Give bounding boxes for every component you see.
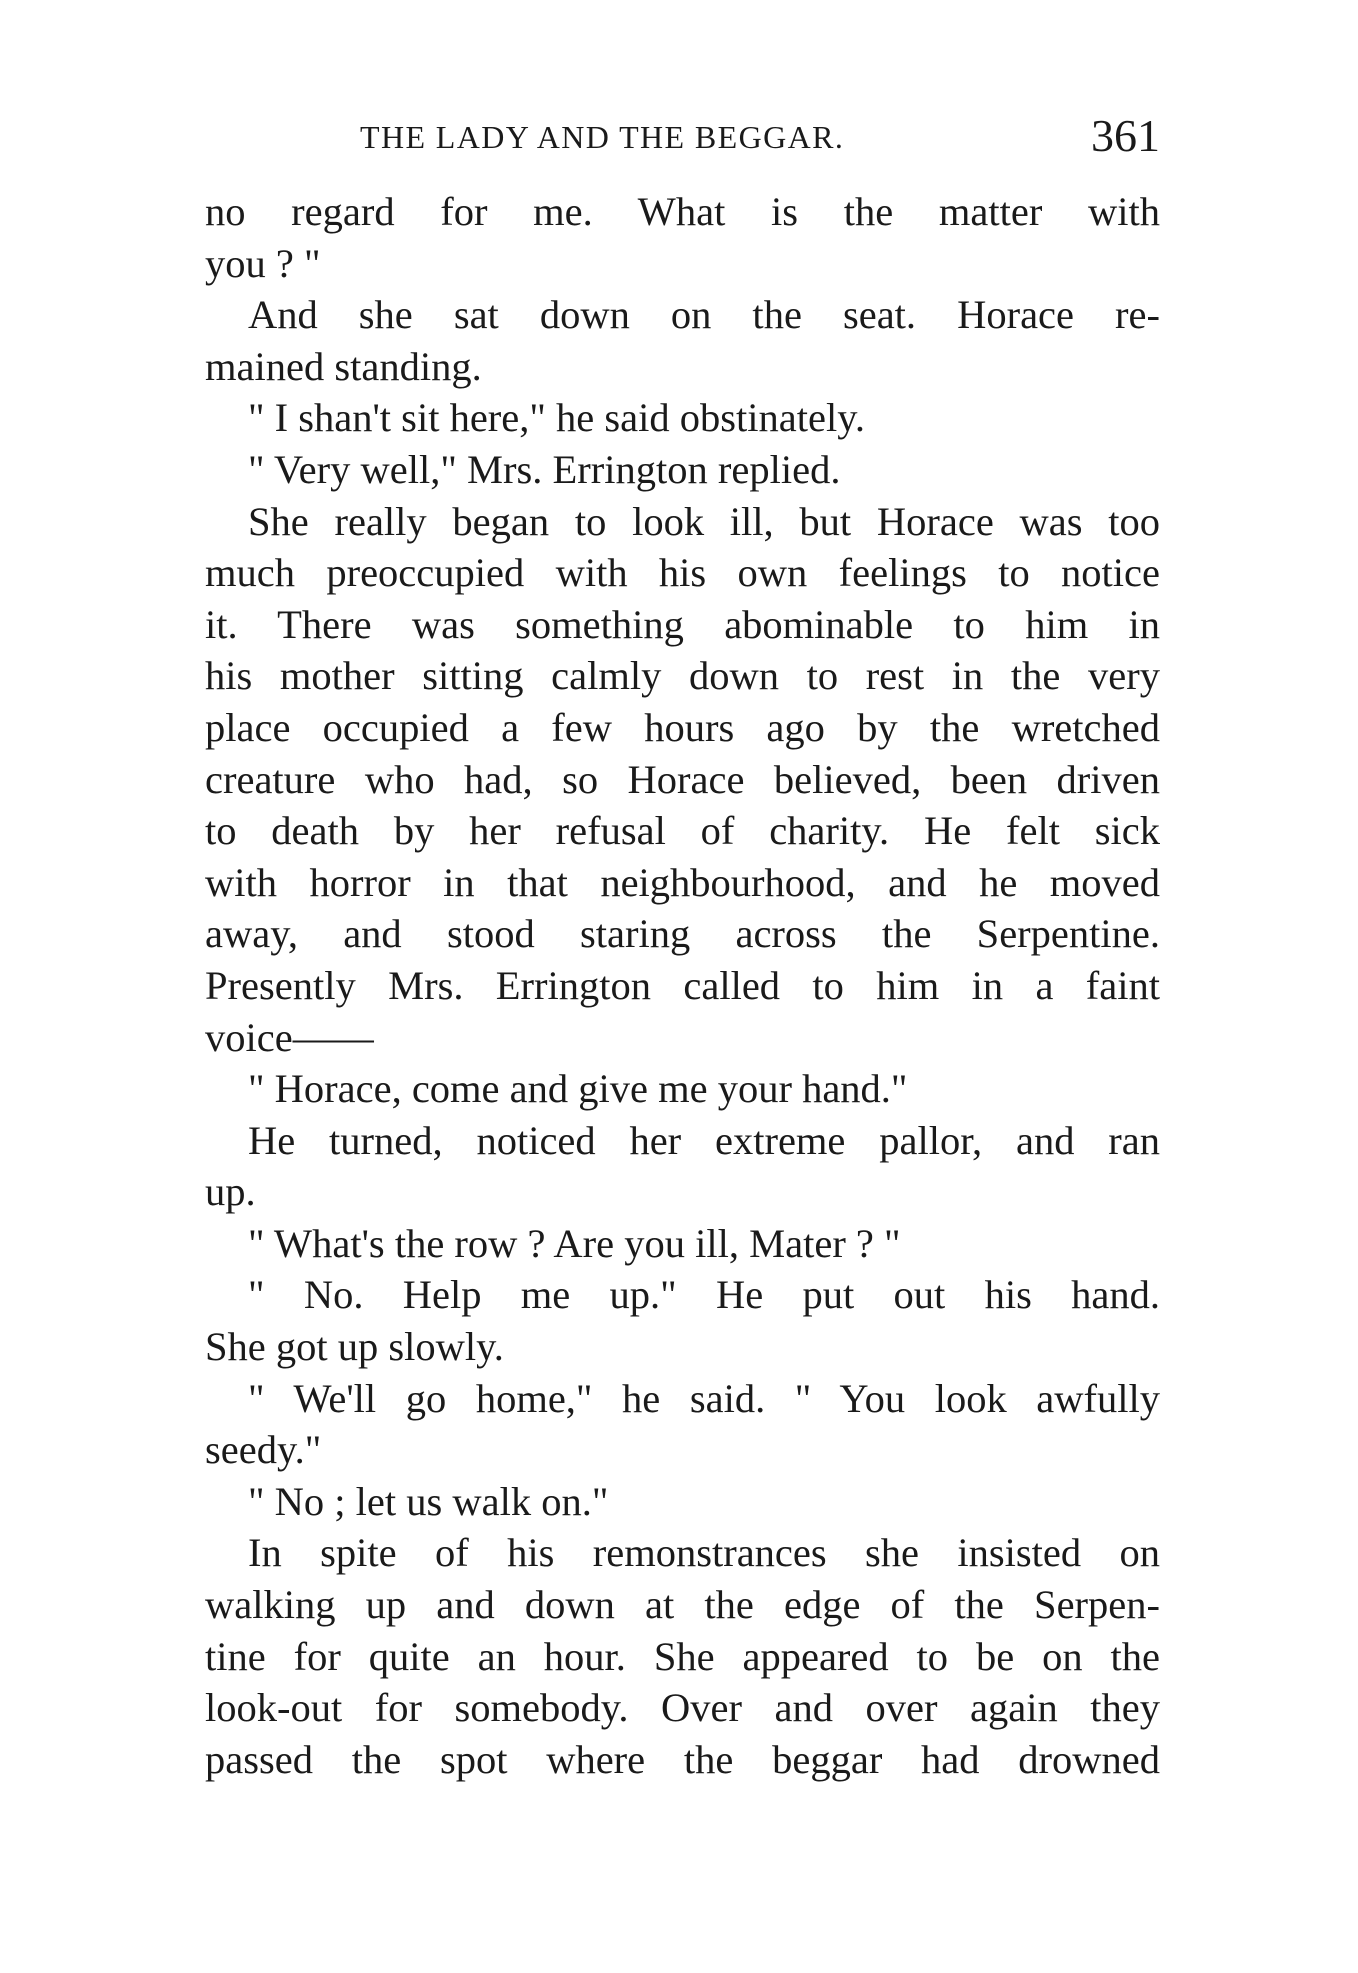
text-line: his mother sitting calmly down to rest in the very <box>205 653 1160 699</box>
text-line: no regard for me. What is the matter with <box>205 189 1160 234</box>
text-line: up. <box>205 1169 256 1215</box>
running-head <box>205 105 1160 165</box>
text-line: seedy." <box>205 1427 322 1473</box>
text-line: look-out for somebody. Over and over again they <box>205 1685 1160 1731</box>
text-line: voice—— <box>205 1014 374 1060</box>
text-line: Presently Mrs. Errington called to him in a faint <box>205 962 1160 1008</box>
text-line: " What's the row ? Are you ill, Mater ? " <box>248 1220 901 1266</box>
text-line: away, and stood staring across the Serpentine. <box>205 911 1160 957</box>
text-line: " I shan't sit here," he said obstinately. <box>248 395 865 441</box>
text-line: She got up slowly. <box>205 1324 504 1370</box>
text-line: " No ; let us walk on." <box>248 1478 609 1524</box>
text-line: " No. Help me up." He put out his hand. <box>248 1272 1160 1318</box>
running-title: THE LADY AND THE BEGGAR. <box>360 119 845 155</box>
text-line: much preoccupied with his own feelings to notice <box>205 550 1160 596</box>
text-line: you ? " <box>205 240 321 286</box>
text-line: He turned, noticed her extreme pallor, and ran <box>248 1117 1160 1163</box>
text-line: place occupied a few hours ago by the wretched <box>205 704 1160 750</box>
text-line: walking up and down at the edge of the Serpen- <box>205 1582 1160 1628</box>
text-line: to death by her refusal of charity. He felt sick <box>205 808 1160 854</box>
text-line: it. There was something abominable to him in <box>205 601 1160 647</box>
page-number: 361 <box>1091 110 1160 161</box>
text-line: with horror in that neighbourhood, and he moved <box>205 859 1160 905</box>
text-line: tine for quite an hour. She appeared to be on the <box>205 1633 1160 1679</box>
text-line: " We'll go home," he said. " You look awfully <box>248 1375 1160 1421</box>
text-line: In spite of his remonstrances she insisted on <box>248 1530 1160 1576</box>
text-line: mained standing. <box>205 343 482 389</box>
body-text <box>205 186 1160 1785</box>
text-line: creature who had, so Horace believed, been driven <box>205 756 1160 802</box>
text-line: And she sat down on the seat. Horace re- <box>248 292 1160 338</box>
text-line: " Horace, come and give me your hand." <box>248 1066 908 1112</box>
text-line: She really began to look ill, but Horace was too <box>248 498 1160 544</box>
text-line: passed the spot where the beggar had drowned <box>205 1736 1160 1782</box>
text-line: " Very well," Mrs. Errington replied. <box>248 446 841 492</box>
